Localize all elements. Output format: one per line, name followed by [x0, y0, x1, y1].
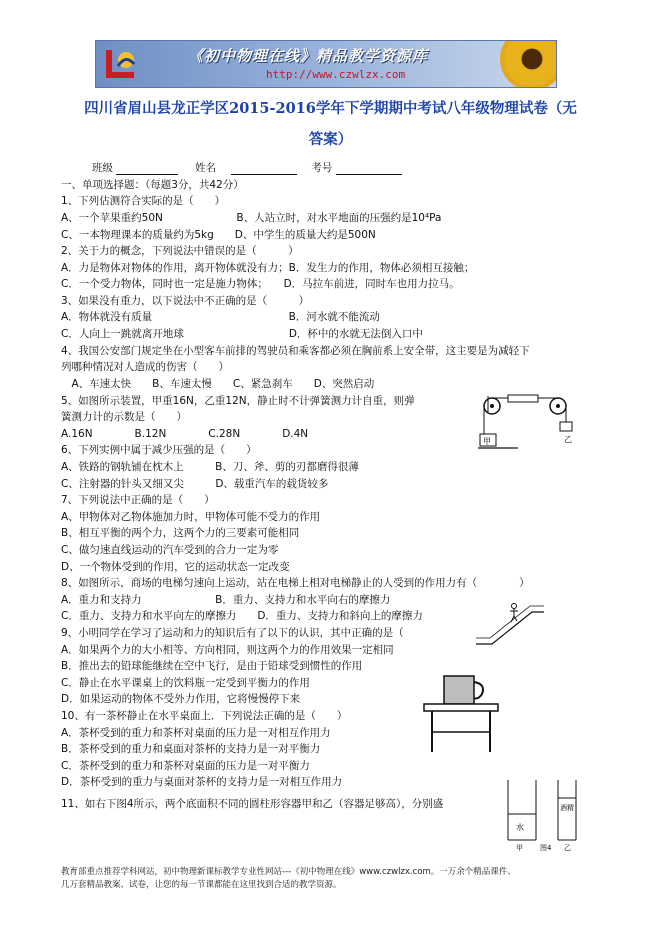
figure-label-jiujing: 酒精 — [560, 804, 574, 812]
question-line: C．静止在水平课桌上的饮料瓶一定受到平衡力的作用 — [61, 677, 310, 689]
question-line: A、甲物体对乙物体施加力时，甲物体可能不受力的作用 — [61, 511, 321, 523]
class-field[interactable] — [116, 163, 178, 175]
question-line: 3、如果没有重力，以下说法中不正确的是（ ） — [61, 295, 310, 307]
question-line: 7、下列说法中正确的是（ ） — [61, 494, 215, 506]
figure-label-jia: 甲 — [483, 437, 491, 446]
banner-title: 《初中物理在线》精品教学资源库 — [188, 47, 429, 65]
id-field[interactable] — [336, 163, 402, 175]
footer-line: 几万套精品教案、试卷，让您的每一节课都能在这里找到合适的教学资源。 — [61, 880, 342, 890]
question-line: 11、如右下图4所示，两个底面积不同的圆柱形容器甲和乙（容器足够高），分别盛 — [61, 798, 444, 810]
figure-label-yi: 乙 — [564, 844, 571, 852]
question-line: A．重力和支持力 B．重力、支持力和水平向右的摩擦力 — [61, 594, 391, 606]
page-title-cont: 答案） — [308, 131, 353, 148]
question-line: 6、下列实例中属于减少压强的是（ ） — [61, 444, 257, 456]
question-line: B．茶杯受到的重力和桌面对茶杯的支持力是一对平衡力 — [61, 743, 321, 755]
question-line: 2、关于力的概念，下列说法中错误的是（ ） — [61, 245, 299, 257]
site-banner — [95, 40, 557, 88]
question-line: A、一个苹果重约50N B、人站立时，对水平地面的压强约是10⁴Pa — [61, 212, 442, 224]
question-line: C．人向上一跳就离开地球 D．杯中的水就无法倒入口中 — [61, 328, 423, 340]
site-logo-icon — [100, 44, 140, 84]
question-line: A、车速太快 B、车速太慢 C、紧急刹车 D、突然启动 — [61, 378, 375, 390]
figure-label-shui: 水 — [516, 823, 524, 832]
question-line: 列哪种情况对人造成的伤害（ ） — [61, 361, 229, 373]
question-line: 1、下列估测符合实际的是（ ） — [61, 195, 226, 207]
question-line: 簧测力计的示数是（ ） — [61, 411, 187, 423]
question-line: 9、小明同学在学习了运动和力的知识后有了以下的认识，其中正确的是（ — [61, 627, 404, 639]
question-line: B、相互平衡的两个力，这两个力的三要素可能相同 — [61, 527, 300, 539]
question-line: D、一个物体受到的作用，它的运动状态一定改变 — [61, 561, 290, 573]
banner-url[interactable]: http://www.czwlzx.com — [266, 68, 406, 81]
question-line: A．力是物体对物体的作用，离开物体就没有力；B．发生力的作用，物体必须相互接触； — [61, 262, 475, 274]
two-containers-figure — [502, 776, 584, 852]
id-label: 考号 — [311, 162, 333, 174]
page-footer — [61, 866, 621, 892]
sunflower-icon — [500, 40, 557, 88]
question-line: 4、我国公安部门规定坐在小型客车前排的驾驶员和乘客都必须在胸前系上安全带，这主要是为减轻下 — [61, 345, 530, 357]
question-line: B．推出去的铅球能继续在空中飞行，是由于铅球受到惯性的作用 — [61, 660, 363, 672]
name-label: 姓名 — [195, 162, 217, 174]
question-line: A.16N B.12N C.28N D.4N — [61, 428, 309, 440]
question-line: A．物体就没有质量 B．河水就不能流动 — [61, 311, 380, 323]
question-line: C、做匀速直线运动的汽车受到的合力一定为零 — [61, 544, 279, 556]
question-line: C、注射器的针头又细又尖 D、载重汽车的载货较多 — [61, 478, 329, 490]
question-line: C．茶杯受到的重力和茶杯对桌面的压力是一对平衡力 — [61, 760, 310, 772]
question-line: A、铁路的钢轨铺在枕木上 B、刀、斧、剪的刃都磨得很薄 — [61, 461, 359, 473]
question-line: D．如果运动的物体不受外力作用，它将慢慢停下来 — [61, 693, 301, 705]
section-heading: 一、单项选择题：（每题3分，共42分） — [61, 179, 244, 191]
question-line: C．一个受力物体，同时也一定是施力物体； D．马拉车前进，同时车也用力拉马。 — [61, 278, 460, 290]
question-line: C、一本物理课本的质量约为5kg D、中学生的质量大约是500N — [61, 229, 376, 241]
pulley-spring-scale-figure — [478, 388, 578, 450]
figure-label-jia: 甲 — [516, 844, 523, 852]
question-line: D．茶杯受到的重力与桌面对茶杯的支持力是一对相互作用力 — [61, 776, 343, 788]
question-line: 10、有一茶杯静止在水平桌面上．下列说法正确的是（ ） — [61, 710, 348, 722]
student-info-row — [92, 162, 402, 175]
question-line: 5、如图所示装置，甲重16N，乙重12N，静止时不计弹簧测力计自重，则弹 — [61, 395, 415, 407]
class-label: 班级 — [92, 162, 113, 174]
page-title: 四川省眉山县龙正学区2015-2016学年下学期期中考试八年级物理试卷（无 — [84, 100, 577, 117]
figure-label-yi: 乙 — [564, 435, 572, 444]
escalator-figure — [474, 598, 546, 648]
question-line: A．如果两个力的大小相等、方向相同，则这两个力的作用效果一定相同 — [61, 644, 394, 656]
cup-on-table-figure — [420, 672, 502, 756]
footer-line: 教育部重点推荐学科网站，初中物理新课标教学专业性网站---《初中物理在线》www.czwlzx.com。一万余个精品课件、 — [61, 867, 516, 877]
question-line: 8、如图所示，商场的电梯匀速向上运动，站在电梯上相对电梯静止的人受到的作用力有（ ） — [61, 577, 530, 589]
question-line: C．重力、支持力和水平向左的摩擦力 D．重力、支持力和斜向上的摩擦力 — [61, 610, 423, 622]
name-field[interactable] — [231, 163, 297, 175]
figure-caption: 图4 — [540, 844, 552, 852]
question-line: A．茶杯受到的重力和茶杯对桌面的压力是一对相互作用力 — [61, 727, 331, 739]
